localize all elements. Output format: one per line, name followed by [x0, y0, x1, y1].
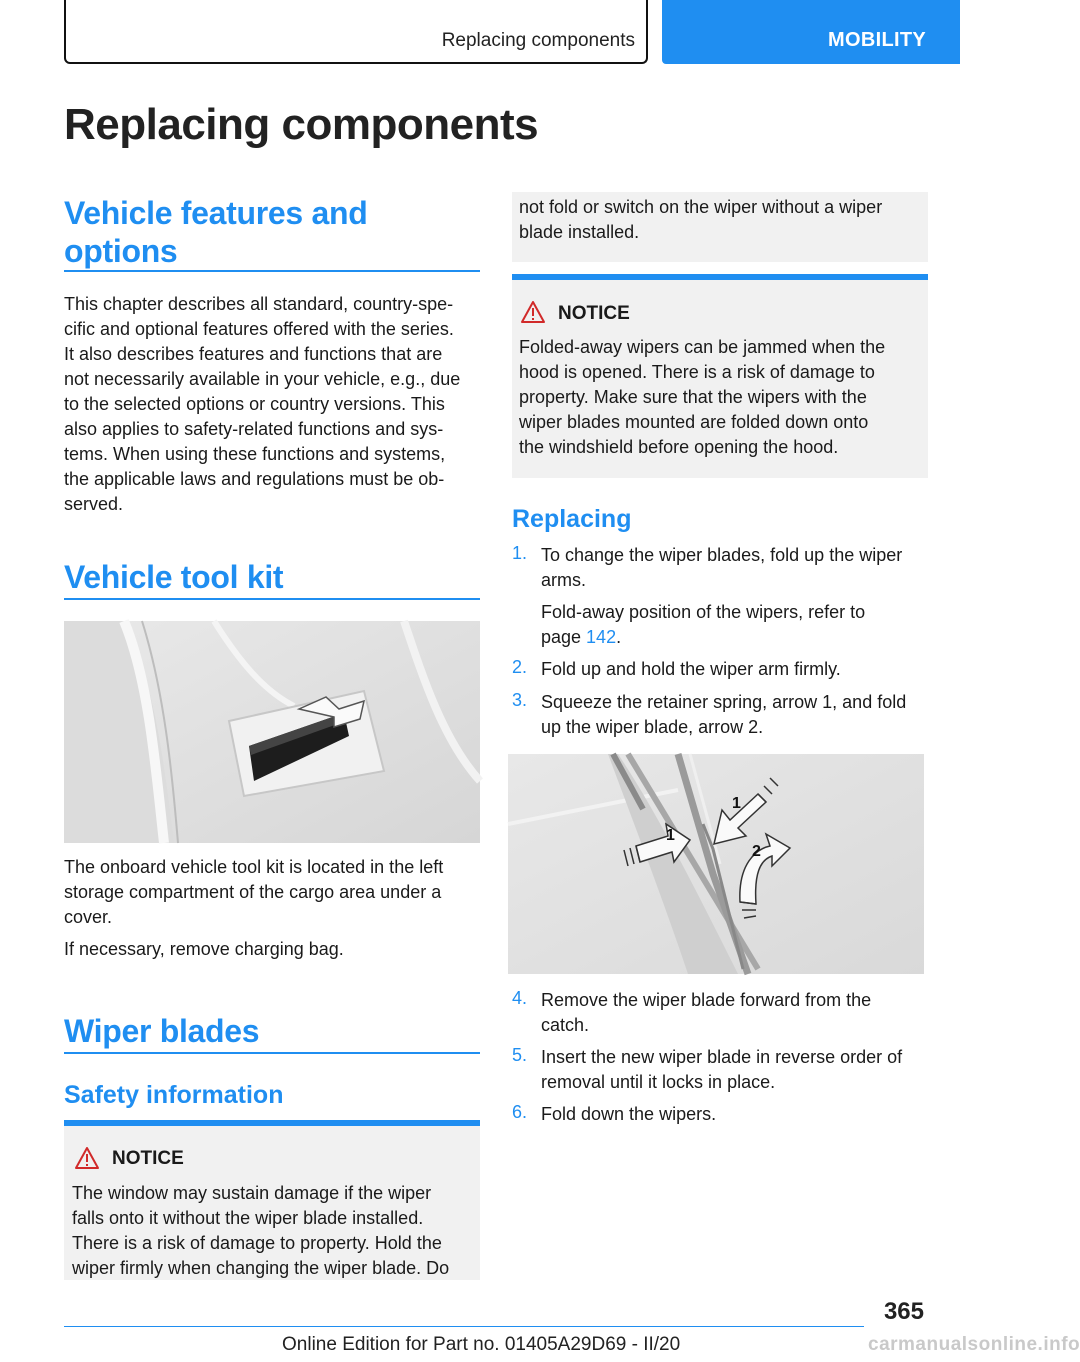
step-number: 2.	[512, 657, 528, 677]
tool-kit-image	[64, 621, 480, 843]
text-line: The onboard vehicle tool kit is located in the left	[64, 857, 444, 877]
notice-title: NOTICE	[558, 303, 630, 324]
text-line: wiper blades mounted are folded down onto	[519, 412, 869, 432]
heading-vehicle-tool-kit: Vehicle tool kit	[64, 559, 284, 595]
text-line: not necessarily available in your vehicle, e.g., due	[64, 369, 461, 389]
text-line: up the wiper blade, arrow 2.	[541, 717, 764, 737]
wiper-blade-image	[508, 754, 924, 974]
step-number: 3.	[512, 690, 528, 710]
tool-kit-note: If necessary, remove charging bag.	[64, 939, 344, 959]
step-text	[541, 988, 933, 1038]
edition-text: Online Edition for Part no. 01405A29D69 - II/20	[282, 1334, 681, 1355]
page-number: 365	[883, 1298, 924, 1325]
step-text	[541, 690, 933, 740]
text-line: blade installed.	[519, 222, 640, 242]
text-line: the windshield before opening the hood.	[519, 437, 839, 457]
text-line: the applicable laws and regulations must be ob-	[64, 469, 445, 489]
step-number: 6.	[512, 1102, 528, 1122]
text-line: also applies to safety-related functions and sys-	[64, 419, 444, 439]
running-title: Replacing components	[441, 30, 635, 51]
text-line: wiper firmly when changing the wiper blade. Do	[72, 1258, 450, 1278]
text-line: tems. When using these functions and systems,	[64, 444, 446, 464]
watermark: carmanualsonline.info	[868, 1334, 1080, 1355]
arrow-label: 2	[752, 843, 761, 860]
heading-rule	[64, 1052, 480, 1054]
tool-kit-caption	[64, 855, 484, 930]
vehicle-features-paragraph	[64, 292, 484, 517]
text-line: hood is opened. There is a risk of damage to	[519, 362, 875, 382]
text-line: There is a risk of damage to property. Hold the	[72, 1233, 442, 1253]
heading-replacing: Replacing	[512, 505, 632, 533]
step-text	[541, 543, 933, 593]
heading-wiper-blades: Wiper blades	[64, 1013, 260, 1049]
page-link[interactable]: 142	[586, 627, 617, 647]
text-line: storage compartment of the cargo area under a	[64, 882, 442, 902]
step-number: 1.	[512, 543, 528, 563]
notice-text-continued	[519, 195, 923, 245]
notice-text	[72, 1181, 476, 1281]
step-number: 4.	[512, 988, 528, 1008]
step-number: 5.	[512, 1045, 528, 1065]
text-line: The window may sustain damage if the wiper	[72, 1183, 432, 1203]
step-text	[541, 1102, 933, 1127]
text-line: falls onto it without the wiper blade installed.	[72, 1208, 424, 1228]
heading-rule	[64, 270, 480, 272]
text-line: It also describes features and functions that are	[64, 344, 443, 364]
arrow-label: 1	[666, 827, 675, 844]
text-line: Squeeze the retainer spring, arrow 1, and fold	[541, 692, 907, 712]
text-line	[541, 625, 933, 650]
text-line: not fold or switch on the wiper without a wiper	[519, 197, 883, 217]
text-line: Fold-away position of the wipers, refer to	[541, 602, 866, 622]
page-title: Replacing components	[64, 100, 539, 149]
text-line: arms.	[541, 570, 586, 590]
text-line: Insert the new wiper blade in reverse order of	[541, 1047, 903, 1067]
section-label: MOBILITY	[828, 29, 926, 51]
text-fragment: page	[541, 627, 587, 647]
text-line: Fold up and hold the wiper arm firmly.	[541, 659, 841, 679]
text-fragment: .	[616, 627, 622, 647]
text-line: property. Make sure that the wipers with the	[519, 387, 867, 407]
text-line: catch.	[541, 1015, 590, 1035]
heading-line: options	[64, 233, 178, 269]
text-line: Fold down the wipers.	[541, 1104, 717, 1124]
text-line: Folded-away wipers can be jammed when the	[519, 337, 886, 357]
text-line: removal until it locks in place.	[541, 1072, 776, 1092]
heading-line: Vehicle features and	[64, 195, 368, 231]
heading-rule	[64, 598, 480, 600]
warning-icon	[74, 1146, 100, 1170]
notice-title: NOTICE	[112, 1148, 184, 1169]
heading-vehicle-features	[64, 194, 484, 270]
notice-text	[519, 335, 923, 460]
step-text	[541, 657, 933, 682]
text-line: to the selected options or country versions. This	[64, 394, 445, 414]
text-line: cific and optional features offered with the series.	[64, 319, 454, 339]
text-line: To change the wiper blades, fold up the wiper	[541, 545, 903, 565]
arrow-label: 1	[732, 795, 741, 812]
step-reference	[541, 600, 933, 650]
warning-icon	[520, 300, 546, 324]
text-line: Remove the wiper blade forward from the	[541, 990, 872, 1010]
heading-safety-information: Safety information	[64, 1081, 284, 1109]
text-line: This chapter describes all standard, country-spe-	[64, 294, 454, 314]
text-line: served.	[64, 494, 124, 514]
step-text	[541, 1045, 933, 1095]
footer-rule	[64, 1326, 864, 1327]
text-line: cover.	[64, 907, 113, 927]
